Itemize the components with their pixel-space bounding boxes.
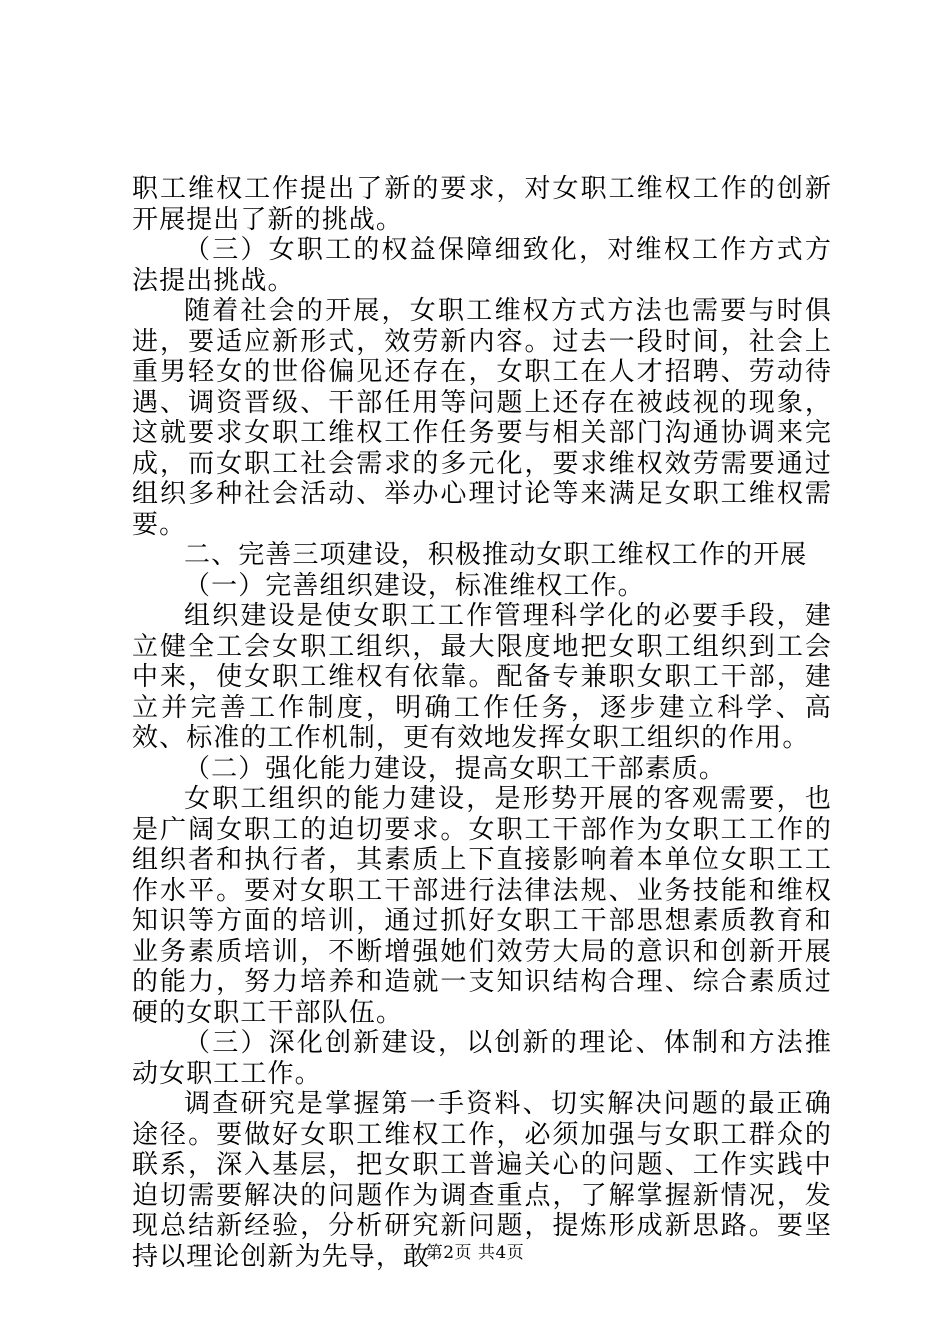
paragraph-8: 女职工组织的能力建设，是形势开展的客观需要，也是广阔女职工的迫切要求。女职工干部作为女职工工作的组织者和执行者，其素质上下直接影响着本单位女职工工作水平。要对女职工干部进行法律法规、业务技能和维权知识等方面的培训，通过抓好女职工干部思想素质教育和业务素质培训，不断增强她们效劳大局的意识和创新开展的能力，努力培养和造就一支知识结构合理、综合素质过硬的女职工干部队伍。	[132, 784, 832, 1028]
paragraph-2: （三）女职工的权益保障细致化，对维权工作方式方法提出挑战。	[132, 235, 832, 296]
document-body	[132, 174, 832, 1272]
paragraph-3: 随着社会的开展，女职工维权方式方法也需要与时俱进，要适应新形式，效劳新内容。过去一段时间，社会上重男轻女的世俗偏见还存在，女职工在人才招聘、劳动待遇、调资晋级、干部任用等问题上还存在被歧视的现象，这就要求女职工维权工作任务要与相关部门沟通协调来完成，而女职工社会需求的多元化，要求维权效劳需要通过组织多种社会活动、举办心理讨论等来满足女职工维权需要。	[132, 296, 832, 540]
paragraph-1: 职工维权工作提出了新的要求，对女职工维权工作的创新开展提出了新的挑战。	[132, 174, 832, 235]
page-number-footer: 第2页 共4页	[425, 1243, 525, 1263]
subheading-3: （三）深化创新建设，以创新的理论、体制和方法推动女职工工作。	[132, 1028, 832, 1089]
paragraph-6: 组织建设是使女职工工作管理科学化的必要手段，建立健全工会女职工组织，最大限度地把女职工组织到工会中来，使女职工维权有依靠。配备专兼职女职工干部，建立并完善工作制度，明确工作任务，逐步建立科学、高效、标准的工作机制，更有效地发挥女职工组织的作用。	[132, 601, 832, 753]
section-heading-2: 二、完善三项建设，积极推动女职工维权工作的开展	[184, 540, 808, 570]
subheading-1: （一）完善组织建设，标准维权工作。	[184, 570, 645, 601]
paragraph-10: 调查研究是掌握第一手资料、切实解决问题的最正确途径。要做好女职工维权工作，必须加强与女职工群众的联系，深入基层，把女职工普遍关心的问题、工作实践中迫切需要解决的问题作为调查重点，了解掌握新情况，发现总结新经验，分析研究新问题，提炼形成新思路。要坚持以理论创新为先导，敢	[132, 1089, 832, 1272]
subheading-2: （二）强化能力建设，提高女职工干部素质。	[184, 753, 727, 784]
